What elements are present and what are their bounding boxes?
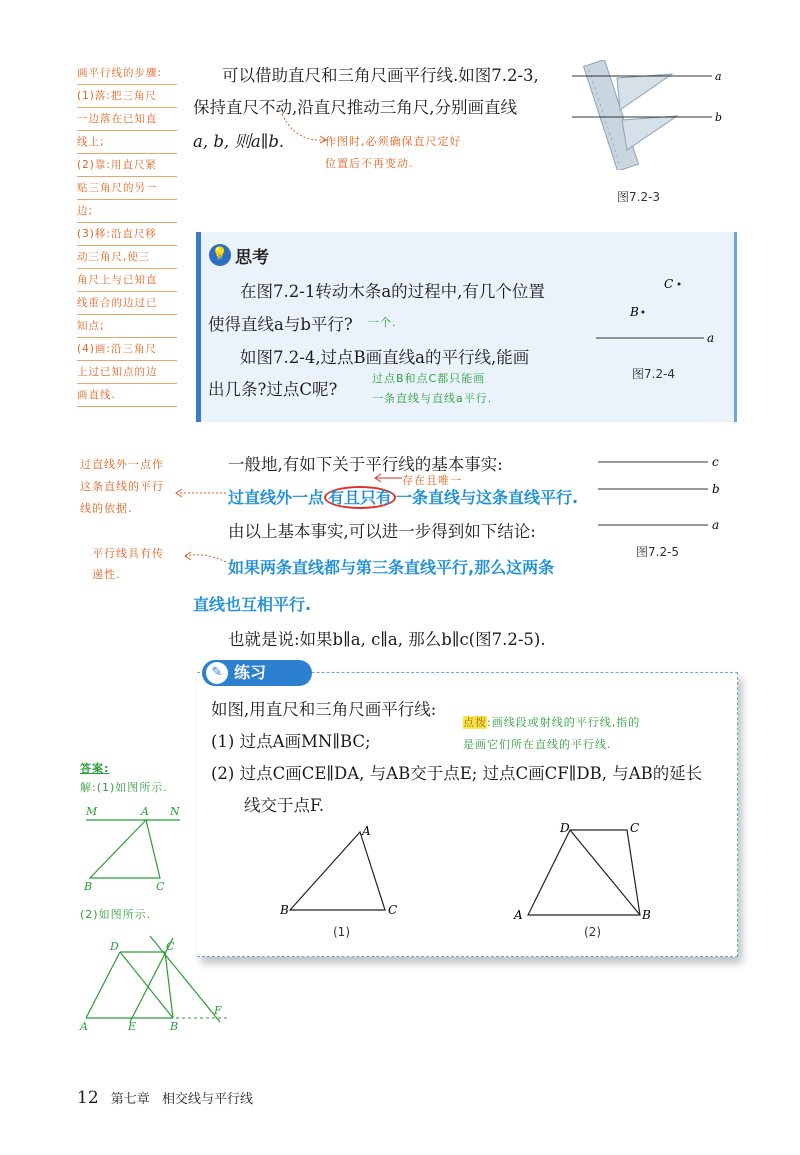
- conclusion-intro: 由以上基本事实,可以进一步得到如下结论:: [228, 522, 536, 541]
- steps-line: 线上;: [77, 131, 177, 154]
- note-trans-2: 递性.: [92, 568, 121, 581]
- steps-sidebar: [77, 62, 177, 407]
- steps-line: 画平行线的步骤:: [77, 62, 177, 85]
- steps-line: (2)靠:用直尺紧: [77, 154, 177, 177]
- fig724-label-b: B: [630, 305, 639, 319]
- that-is: 也就是说:如果b∥a, c∥a, 那么b∥c(图7.2-5).: [228, 630, 546, 649]
- answer-figure-2: [78, 930, 228, 1035]
- basic-fact: [228, 485, 578, 508]
- answer-line-1: 解:(1)如图所示.: [80, 781, 168, 794]
- trans-arrow: [180, 550, 228, 566]
- note-left-2: 这条直线的平行: [80, 480, 164, 493]
- steps-line: 贴三角尺的另一: [77, 177, 177, 200]
- p1-label-b: B: [280, 903, 289, 917]
- practice-q2-b: 线交于点F.: [244, 796, 325, 815]
- a2-label-c: C: [166, 940, 175, 953]
- note-trans-1: 平行线具有传: [92, 547, 164, 560]
- practice-q1: (1) 过点A画MN∥BC;: [211, 732, 371, 751]
- a2-label-e: E: [128, 1020, 137, 1033]
- chapter-title: 相交线与平行线: [161, 1092, 253, 1107]
- chapter-label: 第七章: [110, 1092, 150, 1107]
- practice-q2-a: (2) 过点C画CE∥DA, 与AB交于点E; 过点C画CF∥DB, 与AB的延长: [211, 764, 703, 783]
- hint-text-1: :画线段或射线的平行线,指的: [487, 716, 641, 729]
- practice-hint-2: 是画它们所在直线的平行线.: [463, 738, 612, 751]
- page-number: 12: [77, 1088, 99, 1108]
- note-arrow: [280, 112, 330, 148]
- answer-figure-1: [78, 800, 188, 892]
- page-footer: [77, 1088, 253, 1108]
- fact-circled: 有且只有: [324, 486, 396, 509]
- figure-7-2-3: [572, 60, 732, 170]
- intro-line-2: 保持直尺不动,沿直尺推动三角尺,分别画直线: [193, 98, 517, 117]
- steps-line: (4)画:沿三角尺: [77, 338, 177, 361]
- fact-pre: 过直线外一点: [228, 488, 325, 507]
- pencil-icon: ✎: [206, 662, 228, 684]
- figure-7-2-4: [594, 272, 724, 352]
- p2-label-d: D: [560, 821, 570, 835]
- think-answer-1: 一个.: [368, 316, 397, 329]
- fig724-label-a: a: [707, 331, 715, 345]
- think-p2-b: 出几条?过点C呢?: [208, 380, 338, 399]
- think-answer-2a: 过点B和点C都只能画: [372, 372, 486, 385]
- practice-fig2-caption: (2): [584, 925, 601, 939]
- fig725-label-c: c: [712, 455, 719, 469]
- a1-label-c: C: [156, 880, 165, 892]
- think-p1-a: 在图7.2-1转动木条a的过程中,有几个位置: [240, 282, 545, 301]
- fig724-label-c: C: [664, 277, 674, 291]
- note-left-3: 线的依据.: [80, 502, 133, 515]
- steps-line: 画直线.: [77, 384, 177, 407]
- p2-label-c: C: [630, 821, 640, 835]
- steps-line: 线重合的边过已: [77, 292, 177, 315]
- practice-intro: 如图,用直尺和三角尺画平行线:: [211, 700, 437, 719]
- steps-line: (3)移:沿直尺移: [77, 223, 177, 246]
- fig725-caption: 图7.2-5: [636, 545, 680, 559]
- answer-label: 答案:: [80, 762, 110, 775]
- a1-label-m: M: [86, 805, 98, 818]
- fig725-label-a: a: [712, 518, 720, 532]
- steps-line: 上过已知点的边: [77, 361, 177, 384]
- a1-label-a: A: [141, 805, 149, 818]
- think-bar: [196, 232, 201, 422]
- practice-tag: [202, 660, 312, 686]
- lightbulb-icon: 💡: [209, 244, 231, 266]
- conclusion-line-1: 如果两条直线都与第三条直线平行,那么这两条: [228, 558, 555, 577]
- a2-label-d: D: [110, 940, 119, 953]
- a2-label-f: F: [214, 1004, 222, 1017]
- hint-label: 点拨: [463, 716, 487, 729]
- steps-line: (1)落:把三角尺: [77, 85, 177, 108]
- unique-arrow: [372, 470, 404, 486]
- p1-label-c: C: [388, 903, 398, 917]
- practice-hint-1: [463, 714, 640, 730]
- fig723-label-a: a: [715, 70, 722, 83]
- p2-label-a: A: [514, 908, 523, 920]
- steps-line: 角尺上与已知直: [77, 269, 177, 292]
- a1-label-n: N: [170, 805, 180, 818]
- note-ruler-2: 位置后不再变动.: [325, 157, 414, 170]
- think-title: 思考: [235, 248, 269, 268]
- a2-label-b: B: [170, 1020, 179, 1033]
- steps-line: 知点;: [77, 315, 177, 338]
- steps-line: 动三角尺,使三: [77, 246, 177, 269]
- a2-label-a: A: [80, 1020, 88, 1033]
- fig723-caption: 图7.2-3: [617, 190, 661, 204]
- practice-tag-label: 练习: [234, 663, 267, 682]
- p1-label-a: A: [362, 824, 371, 838]
- think-p1-b: 使得直线a与b平行?: [208, 315, 353, 334]
- note-unique: 存在且唯一: [402, 474, 462, 487]
- think-p2-a: 如图7.2-4,过点B画直线a的平行线,能画: [240, 348, 530, 367]
- fig723-label-b: b: [715, 111, 723, 124]
- conclusion-line-2: 直线也互相平行.: [193, 595, 312, 614]
- intro-line-3: a, b, 则a∥b.: [193, 132, 285, 151]
- fig724-caption: 图7.2-4: [632, 367, 676, 381]
- left-note-arrow: [172, 486, 228, 500]
- practice-figure-1: [280, 822, 410, 922]
- p2-label-b: B: [642, 908, 651, 920]
- practice-figure-2: [510, 820, 660, 920]
- steps-line: 边;: [77, 200, 177, 223]
- answer-line-2: (2)如图所示.: [80, 908, 152, 921]
- fact-post: 一条直线与这条直线平行.: [396, 488, 579, 507]
- note-left-1: 过直线外一点作: [80, 458, 164, 471]
- basic-intro: 一般地,有如下关于平行线的基本事实:: [228, 455, 503, 474]
- intro-line-1: 可以借助直尺和三角尺画平行线.如图7.2-3,: [222, 66, 539, 85]
- note-ruler-1: 作图时,必须确保直尺定好: [325, 135, 462, 148]
- think-answer-2b: 一条直线与直线a平行.: [372, 392, 493, 405]
- practice-fig1-caption: (1): [333, 925, 350, 939]
- fig725-label-b: b: [712, 482, 720, 496]
- figure-7-2-5: [596, 450, 726, 535]
- steps-line: 一边落在已知直: [77, 108, 177, 131]
- a1-label-b: B: [84, 880, 93, 892]
